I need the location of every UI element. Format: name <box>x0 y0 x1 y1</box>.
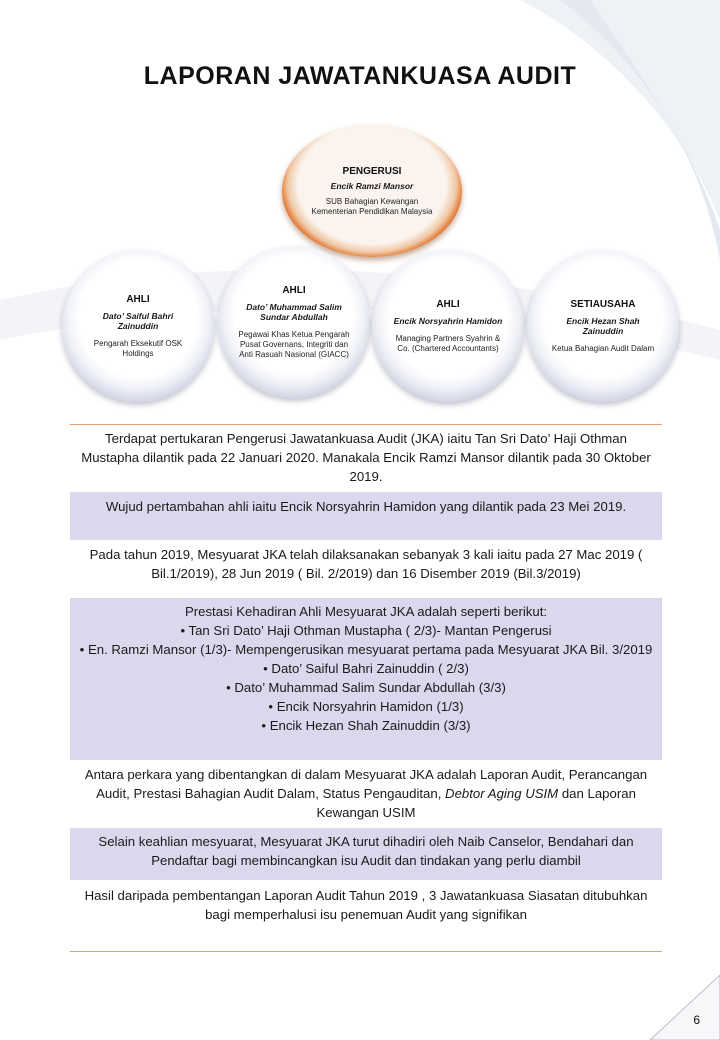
list-item: • Dato’ Saiful Bahri Zainuddin ( 2/3) <box>78 659 654 678</box>
divider-top <box>70 424 662 425</box>
member-name: Dato’ Saiful Bahri Zainuddin <box>102 310 174 331</box>
member-position: Managing Partners Syahrin & Co. (Chartered Accountants) <box>395 333 501 353</box>
paragraph-chair-change: Terdapat pertukaran Pengerusi Jawatankuasa Audit (JKA) iaitu Tan Sri Dato’ Haji Othman Mustapha dilantik pada 22 Januari 2020. Manakala Encik Ramzi Mansor dilantik pada 30 Oktober 2019. <box>70 426 662 488</box>
agenda-italic: Debtor Aging USIM <box>445 786 559 801</box>
member-name: Encik Norsyahrin Hamidon <box>393 315 503 326</box>
page-number: 6 <box>693 1013 700 1027</box>
attendance-section <box>70 598 662 760</box>
paragraph-meetings: Pada tahun 2019, Mesyuarat JKA telah dilaksanakan sebanyak 3 kali iaitu pada 27 Mac 2019 ( Bil.1/2019), 28 Jun 2019 ( Bil. 2/2019) dan 16 Disember 2019 (Bil.3/2019) <box>70 542 662 590</box>
member-circle-norsyahrin <box>372 250 524 402</box>
list-item: • Encik Norsyahrin Hamidon (1/3) <box>78 697 654 716</box>
divider-bottom <box>70 951 662 952</box>
member-circle-hezan <box>527 250 679 402</box>
paragraph-investigation: Hasil daripada pembentangan Laporan Audit Tahun 2019 , 3 Jawatankuasa Siasatan ditubuhkan bagi memperhalusi isu penemuan Audit yang signifikan <box>70 884 662 934</box>
list-item: • Tan Sri Dato’ Haji Othman Mustapha ( 2/3)- Mantan Pengerusi <box>78 621 654 640</box>
member-position: Ketua Bahagian Audit Dalam <box>551 343 655 353</box>
attendance-list <box>78 621 654 735</box>
member-circle-saiful <box>62 250 214 402</box>
list-item: • En. Ramzi Mansor (1/3)- Mempengerusikan mesyuarat pertama pada Mesyuarat JKA Bil. 3/2019 <box>78 640 654 659</box>
chair-name: Encik Ramzi Mansor <box>330 180 414 191</box>
agenda-text-end: dan Laporan Kewangan USIM <box>316 786 636 820</box>
member-name: Encik Hezan Shah Zainuddin <box>566 315 640 336</box>
list-item: • Encik Hezan Shah Zainuddin (3/3) <box>78 716 654 735</box>
attendance-intro: Prestasi Kehadiran Ahli Mesyuarat JKA adalah seperti berikut: <box>184 604 548 619</box>
chair-role: PENGERUSI <box>342 165 402 177</box>
member-position: Pegawai Khas Ketua Pengarah Pusat Governans, Integriti dan Anti Rasuah Nasional (GIACC) <box>238 329 350 359</box>
paragraph-attendees: Selain keahlian mesyuarat, Mesyuarat JKA turut dihadiri oleh Naib Canselor, Bendahari dan Pendaftar bagi membincangkan isu Audit dan tindakan yang perlu diambil <box>70 828 662 880</box>
page-title: LAPORAN JAWATANKUASA AUDIT <box>143 62 577 90</box>
member-role: AHLI <box>126 293 150 305</box>
agenda-text: Antara perkara yang dibentangkan di dalam Mesyuarat JKA adalah Laporan Audit, Perancangan Audit, Prestasi Bahagian Audit Dalam, Status Pengauditan, <box>84 767 648 801</box>
chair-circle <box>282 125 462 257</box>
member-role: AHLI <box>436 298 460 310</box>
member-role: AHLI <box>282 284 306 296</box>
member-role: SETIAUSAHA <box>570 298 636 310</box>
member-circle-salim <box>218 246 370 398</box>
member-name: Dato’ Muhammad Salim Sundar Abdullah <box>246 301 342 322</box>
paragraph-agenda <box>70 764 662 826</box>
list-item: • Dato’ Muhammad Salim Sundar Abdullah (3/3) <box>78 678 654 697</box>
paragraph-new-member: Wujud pertambahan ahli iaitu Encik Norsyahrin Hamidon yang dilantik pada 23 Mei 2019. <box>70 492 662 540</box>
chair-position: SUB Bahagian Kewangan Kementerian Pendidikan Malaysia <box>311 196 433 216</box>
member-position: Pengarah Eksekutif OSK Holdings <box>93 338 183 358</box>
